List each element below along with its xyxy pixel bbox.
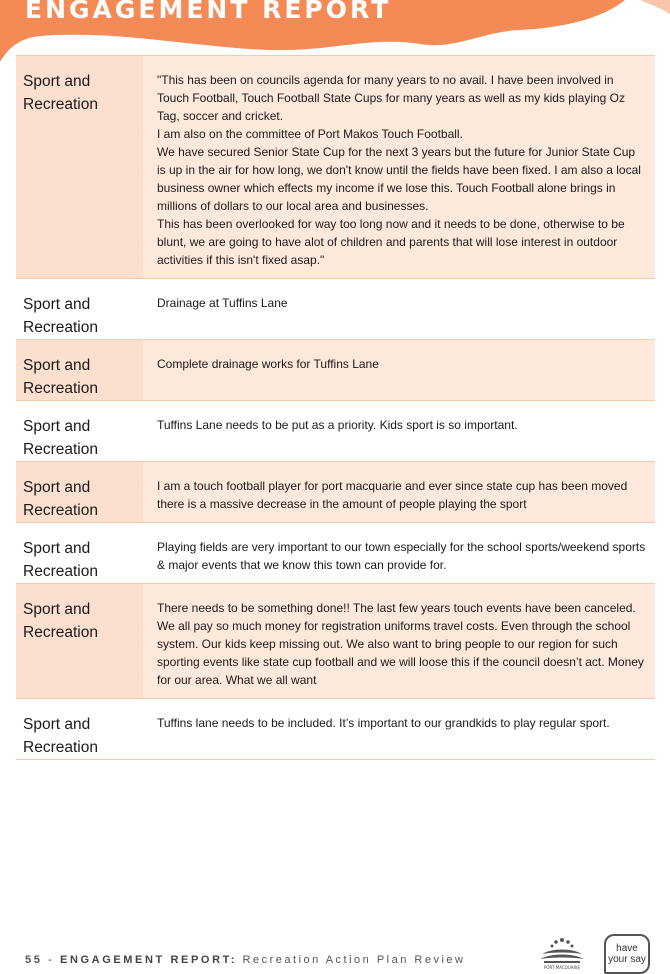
footer-separator: - bbox=[42, 954, 61, 966]
page-footer bbox=[25, 954, 465, 966]
category-cell: Sport and Recreation bbox=[16, 584, 143, 698]
table-row bbox=[16, 462, 655, 523]
category-cell: Sport and Recreation bbox=[23, 540, 98, 580]
council-logo-icon bbox=[532, 934, 592, 970]
table-row bbox=[16, 584, 655, 699]
response-cell: Tuffins lane needs to be included. It’s important to our grandkids to play regular sport. bbox=[157, 716, 610, 730]
response-cell: "This has been on councils agenda for many years to no avail. I have been involved in Touch Football, Touch Football State Cups for many years as well as my kids playing Oz Tag, soccer and cricket. I am also on the committee of Port Makos Touch Football. We have secured Senior State Cup for the next 3 years but the future for Junior State Cup is up in the air for how long, we don't know until the fields have been fixed. I am also a local business owner which effects my income if we lose this. Touch Football alone brings in millions of dollars to our local area and businesses. This has been overlooked for way too long now and it needs to be done, otherwise to be blunt, we are going to have alot of children and parents that will lose interest in outdoor activities if this isn't fixed asap." bbox=[157, 73, 641, 267]
category-cell: Sport and Recreation bbox=[23, 716, 98, 756]
category-cell: Sport and Recreation bbox=[23, 296, 98, 336]
response-cell: There needs to be something done!! The last few years touch events have been canceled. We all pay so much money for registration uniforms travel costs. Even through the school system. Our kids keep missing out. We also want to bring people to our region for such sporting events like state cup football and we will loose this if the council doesn’t act. Money for our area. What we all want bbox=[157, 601, 644, 687]
council-logo-text: PORT MACQUARIE bbox=[544, 965, 580, 970]
table-row bbox=[16, 401, 655, 462]
category-cell: Sport and Recreation bbox=[16, 56, 143, 278]
table-row bbox=[16, 523, 655, 584]
responses-table bbox=[16, 55, 655, 760]
response-cell: Drainage at Tuffins Lane bbox=[157, 296, 288, 310]
table-row bbox=[16, 340, 655, 401]
response-cell: Playing fields are very important to our town especially for the school sports/weekend sports & major events that we know this town can provide for. bbox=[157, 540, 646, 572]
table-row bbox=[16, 699, 655, 760]
response-cell: I am a touch football player for port macquarie and ever since state cup has been moved there is a massive decrease in the amount of people playing the sport bbox=[157, 479, 628, 511]
page-number: 55 bbox=[25, 954, 43, 966]
have-your-say-logo bbox=[604, 934, 650, 974]
category-cell: Sport and Recreation bbox=[16, 340, 143, 400]
have-your-say-text: have your say bbox=[608, 943, 646, 965]
table-row bbox=[16, 56, 655, 279]
category-cell: Sport and Recreation bbox=[16, 462, 143, 522]
response-cell: Tuffins Lane needs to be put as a priority. Kids sport is so important. bbox=[157, 418, 518, 432]
response-cell: Complete drainage works for Tuffins Lane bbox=[157, 357, 379, 371]
table-row bbox=[16, 279, 655, 340]
header-banner bbox=[0, 0, 670, 62]
category-cell: Sport and Recreation bbox=[23, 418, 98, 458]
footer-report-label: ENGAGEMENT REPORT: bbox=[60, 954, 237, 966]
page-title: ENGAGEMENT REPORT bbox=[25, 0, 392, 24]
footer-subtitle: Recreation Action Plan Review bbox=[237, 954, 466, 966]
